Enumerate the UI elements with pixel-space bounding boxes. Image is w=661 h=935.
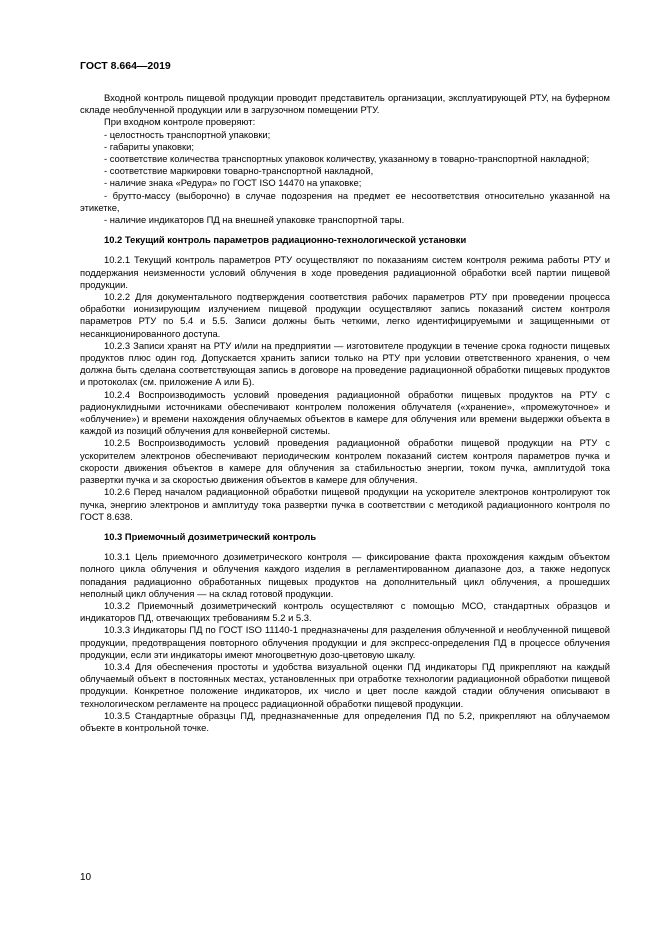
- section-paragraph: 10.3.5 Стандартные образцы ПД, предназначенные для определения ПД по 5.2, прикрепляют на облучаемом объекте в контрольной точке.: [80, 709, 610, 733]
- document-header: ГОСТ 8.664—2019: [80, 60, 171, 72]
- list-item: - целостность транспортной упаковки;: [104, 128, 271, 140]
- intro-paragraph: При входном контроле проверяют:: [104, 116, 256, 128]
- section-paragraph: 10.2.1 Текущий контроль параметров РТУ осуществляют по показаниям систем контроля режима работы РТУ и поддержания неизменности условий облучения в ходе проведения радиационной обработки всей партии пищевой продукции.: [80, 254, 610, 290]
- section-heading: 10.3 Приемочный дозиметрический контроль: [104, 530, 317, 542]
- list-item: - габариты упаковки;: [104, 140, 194, 152]
- list-item: - наличие знака «Редура» по ГОСТ ISO 14470 на упаковке;: [104, 177, 362, 189]
- section-paragraph: 10.2.2 Для документального подтверждения соответствия рабочих параметров РТУ при проведении процесса обработки ионизирующим излучением пищевой продукции осуществляют запись показаний систем контроля параметров РТУ по 5.4 и 5.5. Записи должны быть четкими, легко идентифицируемыми и защищенными от несанкционированного доступа.: [80, 291, 610, 339]
- list-item: - соответствие количества транспортных упаковок количеству, указанному в товарно-транспортной накладной;: [104, 153, 590, 165]
- document-body: [80, 92, 610, 734]
- list-item: - наличие индикаторов ПД на внешней упаковке транспортной тары.: [104, 214, 405, 226]
- page-number: 10: [80, 872, 92, 883]
- section-heading: 10.2 Текущий контроль параметров радиационно-технологической установки: [104, 234, 467, 246]
- section-paragraph: 10.3.1 Цель приемочного дозиметрического контроля — фиксирование факта прохождения каждым объектом полного цикла облучения и облучения каждого изделия в регламентированном диапазоне доз, а также недопуск попадания радиационно обработанных пищевых продуктов на дополнительный цикл облучения, а прошедших неполный цикл облучения — на склад готовой продукции.: [80, 551, 610, 599]
- section-paragraph: 10.2.3 Записи хранят на РТУ и/или на предприятии — изготовителе продукции в течение срока годности пищевых продуктов плюс один год. Допускается хранить записи только на РТУ при условии ответственного хранения, о чем должна быть сделана соответствующая запись в договоре на проведение радиационной обработки пищевых продуктов и протоколах (см. приложение А или Б).: [80, 339, 610, 388]
- section-paragraph: 10.2.5 Воспроизводимость условий проведения радиационной обработки пищевой продукции на РТУ с ускорителем электронов обеспечивают периодическим контролем показаний систем контроля параметров пучка и скорости движения объектов в камере для облучения за стабильностью энергии, током пучка, амплитудой тока развертки пучка и за скоростью движения объектов в камере для облучения.: [80, 437, 610, 486]
- section-paragraph: 10.2.4 Воспроизводимость условий проведения радиационной обработки пищевых продуктов на РТУ с радионуклидными источниками обеспечивают контролем положения облучателя («хранение», «промежуточное» и «облучение») и времени нахождения облучаемых объектов в камере для облучения или времени выдержки объекта в каждой из позиций облучения для конвейерной системы.: [80, 388, 610, 437]
- list-item: - брутто-массу (выборочно) в случае подозрения на предмет ее несоответствия относительно указанной на этикетке,: [80, 189, 610, 213]
- section-paragraph: 10.2.6 Перед началом радиационной обработки пищевой продукции на ускорителе электронов контролируют ток пучка, энергию электронов и амплитуду тока развертки пучка в соответствии с методикой радиационного контроля по ГОСТ 8.638.: [80, 486, 610, 522]
- intro-paragraph: Входной контроль пищевой продукции проводит представитель организации, эксплуатирующей РТУ, на буферном складе необлученной продукции или в загрузочном помещении РТУ.: [80, 92, 610, 116]
- section-paragraph: 10.3.3 Индикаторы ПД по ГОСТ ISO 11140-1 предназначены для разделения облученной и необлученной пищевой продукции, предотвращения повторного облучения продукции и для экспресс-определения ПД в процессе облучения продукции, если эти индикаторы имеют многоцветную дозо-цветовую шкалу.: [80, 624, 610, 660]
- section-paragraph: 10.3.4 Для обеспечения простоты и удобства визуальной оценки ПД индикаторы ПД прикрепляют на каждый облучаемый объект в постоянных местах, установленных при отработке технологии радиационной обработки пищевой продукции. Конкретное положение индикаторов, их число и цвет после каждой стадии облучения описывают в технологическом регламенте на процесс радиационной обработки пищевой продукции.: [80, 660, 610, 709]
- list-item: - соответствие маркировки товарно-транспортной накладной,: [104, 165, 374, 177]
- section-paragraph: 10.3.2 Приемочный дозиметрический контроль осуществляют с помощью МСО, стандартных образцов и индикаторов ПД, отвечающих требованиям 5.2 и 5.3.: [80, 599, 610, 624]
